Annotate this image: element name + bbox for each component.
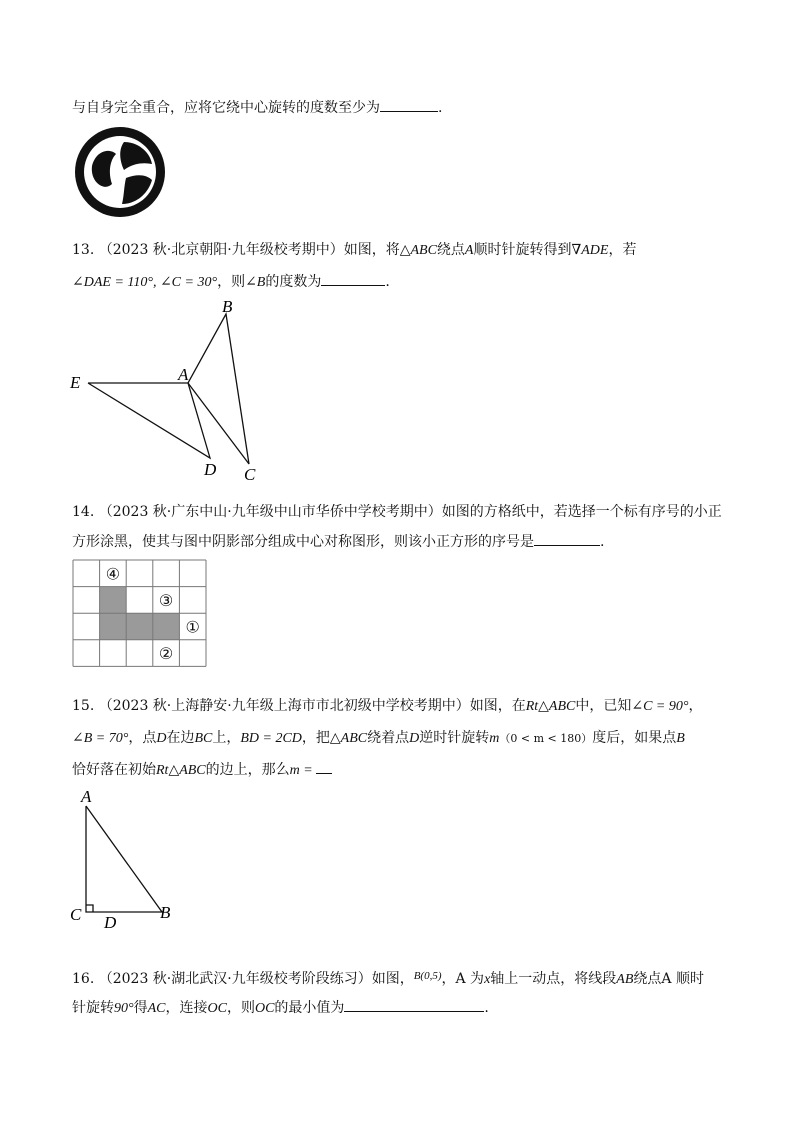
q15-text-b: 中，已知 [575,698,632,714]
q15-text-d: ，点 [128,730,157,746]
q13-angle-b: ∠B [245,275,266,290]
q16-text-d: 绕点A 顺时 [633,971,704,987]
q15-text-f: 上， [212,730,241,746]
q15-number: 15. [72,698,95,714]
q15-source: （2023 秋·上海静安·九年级上海市市北初级中学校考期中） [98,698,470,714]
q15-range: （0 < m < 180） [499,732,593,745]
q12-end: . [438,100,443,116]
q13-point-a: A [464,243,474,258]
q15-m: m [489,731,500,746]
q15-point-d: D [156,731,167,746]
q16-text-a: 如图， [371,971,414,987]
shaded-cell [100,613,127,640]
q13-label-e: E [70,373,81,392]
q16-degree: 90° [114,1001,134,1016]
q14-text-b: 方形涂黑，使其与图中阴影部分组成中心对称图形，则该小正方形的序号是 [72,534,534,550]
q16-segment-ab: AB [616,972,634,987]
q15-text-k: 恰好落在初始 [72,762,156,778]
q15-rt-triangle-1: Rt△ABC [525,699,576,714]
q13-source: （2023 秋·北京朝阳·九年级校考期中） [98,242,344,258]
q15-text-j: 度后，如果点 [592,730,677,746]
q13-text-f: 的度数为 [265,274,322,290]
q12-rotational-figure [72,124,168,220]
q14-grid-figure [72,559,208,667]
q15-bd-eq: BD = 2CD [240,731,302,746]
q15-line-3 [72,760,332,781]
q16-source: （2023 秋·湖北武汉·九年级校考阶段练习） [98,971,372,987]
q15-label-a: A [81,787,92,806]
q15-label-b: B [160,903,171,922]
q16-point-b: B(0,5) [413,970,442,982]
q16-text-e: 针旋转 [72,1000,114,1016]
q13-triangle-abc: △ABC [399,243,437,258]
q16-segment-oc: OC [207,1001,227,1016]
q16-line-2 [72,998,489,1019]
q15-text-l: 的边上，那么 [205,762,290,778]
q13-text-e: ，则 [217,274,246,290]
q13-text-d: ，若 [608,242,637,258]
q14-end: . [600,534,605,550]
q16-text-h: ，则 [226,1000,255,1016]
q13-line-1 [72,240,636,261]
q16-answer-blank[interactable] [344,1011,484,1012]
q14-line-2 [72,532,604,552]
q15-label-c: C [70,905,82,924]
q12-line [72,98,442,118]
q15-text-i: 逆时针旋转 [419,730,490,746]
grid-number-mark[interactable]: ③ [158,592,174,610]
grid-number-mark[interactable]: ④ [105,566,121,584]
q13-number: 13. [72,242,95,258]
q15-point-d-2: D [409,731,420,746]
q12-answer-blank[interactable] [380,111,438,112]
q14-line-1 [72,502,722,522]
q15-point-b: B [676,731,685,746]
q16-x-axis: x [484,972,491,987]
q15-text-a: 如图，在 [469,698,526,714]
q15-text-g: ，把 [301,730,330,746]
shaded-cell [126,613,153,640]
q13-label-b: B [222,298,233,316]
shaded-cell [153,613,180,640]
q14-number: 14. [72,504,95,520]
q14-answer-blank[interactable] [534,545,600,546]
q16-number: 16. [72,971,95,987]
q15-angle-b: ∠B = 70° [72,731,129,746]
q15-angle-c: ∠C = 90° [631,699,689,714]
q15-line-2 [72,728,685,749]
q16-segment-oc-2: OC [254,1001,275,1016]
q13-label-a: A [178,365,189,384]
q13-text-a: 如图，将 [343,242,400,258]
shaded-cell [100,587,127,614]
q16-text-f: 得 [133,1000,148,1016]
q15-label-d: D [104,913,117,932]
q13-triangle-figure [66,298,276,488]
q16-text-i: 的最小值为 [274,1000,345,1016]
q13-condition: ∠DAE = 110°, ∠C = 30° [72,275,218,290]
q16-line-1 [72,966,704,990]
q15-line-1 [72,696,702,717]
q13-text-b: 绕点 [436,242,465,258]
q14-source: （2023 秋·广东中山·九年级中山市华侨中学校考期中） [98,504,442,520]
q13-line-2 [72,272,390,293]
q14-text-a: 如图的方格纸中，若选择一个标有序号的小正 [441,504,722,520]
q15-triangle: △ABC [329,731,368,746]
q13-end: . [385,274,390,290]
q15-answer-blank[interactable] [316,773,332,774]
q15-text-e: 在边 [166,730,195,746]
q16-text-b: ，A 为 [441,971,485,987]
grid-number-mark[interactable]: ② [158,646,174,664]
grid-number-mark[interactable]: ① [185,619,200,637]
q13-triangle-ade: ∇ADE [571,243,609,258]
q13-answer-blank[interactable] [321,285,385,286]
q16-segment-ac: AC [147,1001,166,1016]
q16-text-c: 轴上一动点，将线段 [490,971,617,987]
q15-text-h: 绕着点 [367,730,410,746]
q13-label-d: D [204,460,217,479]
q16-end: . [484,1000,489,1016]
q15-m-equals: m = [289,763,313,778]
q15-side-bc: BC [194,731,213,746]
q15-text-c: ， [688,698,703,714]
q15-right-triangle-figure [66,786,186,932]
q13-text-c: 顺时针旋转得到 [473,242,572,258]
q12-text: 与自身完全重合，应将它绕中心旋转的度数至少为 [72,100,380,116]
q13-label-c: C [244,465,256,484]
q15-rt-triangle-2: Rt△ABC [156,763,206,778]
q16-text-g: ，连接 [165,1000,208,1016]
